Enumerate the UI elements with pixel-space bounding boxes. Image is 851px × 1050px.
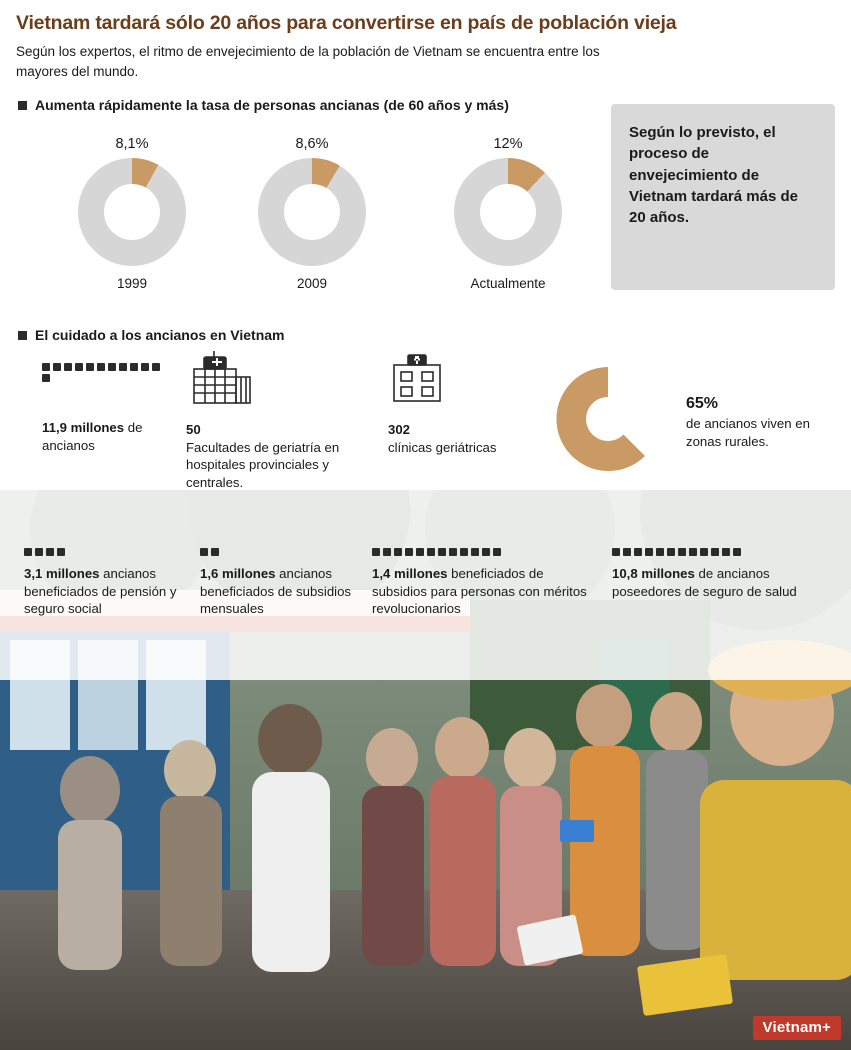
care-item-geriatric-faculties [186,351,356,491]
stat-value: 10,8 millones [612,566,695,581]
stat-desc: de ancianos poseedores de seguro de salud [612,566,797,599]
stat-text [24,565,194,618]
donut-actual-label: Actualmente [470,276,546,292]
donut-actual [418,136,598,291]
care-item-elderly-population [42,363,192,454]
donut-2009-ring [258,158,366,266]
stat-desc: ancianos beneficiados de pensión y seguro social [24,566,177,617]
callout-text: Según lo previsto, el proceso de envejecimiento de Vietnam tardará más de 20 años. [629,124,798,227]
stat-monthly-subsidies [200,548,360,618]
section-title-text: El cuidado a los ancianos en Vietnam [35,327,285,344]
rural-share-desc: de ancianos viven en zonas rurales. [686,415,810,449]
callout-box [611,104,835,290]
care-stats-row [0,351,851,501]
donut-hole [480,184,536,240]
donut-hole [284,184,340,240]
stat-revolutionary-merits [372,548,592,618]
rural-share-text [686,393,816,450]
dots-icon [200,548,330,556]
care-item-desc: clínicas geriátricas [388,439,497,455]
stat-text [372,565,592,618]
hospital-icon [186,351,356,411]
stat-text [200,565,360,618]
rural-share-chart [548,359,668,484]
care-item-desc: Facultades de geriatría en hospitales provinciales y centrales. [186,439,340,490]
care-item-text [388,421,538,456]
donut-2009 [222,136,402,291]
stat-desc: beneficiados de subsidios para personas con méritos revolucionarios [372,566,587,617]
stat-health-insurance [612,548,812,600]
stat-text [612,565,812,600]
donut-actual-ring [454,158,562,266]
care-item-geriatric-clinics [388,351,538,456]
donut-actual-value: 12% [493,136,523,153]
rural-share-value: 65% [686,395,719,413]
donut-1999 [42,136,222,291]
care-item-value: 50 [186,422,201,438]
page-subtitle: Según los expertos, el ritmo de envejecimiento de la población de Vietnam se encuentra entre los mayores del mundo. [16,44,600,79]
dots-icon [612,548,752,556]
stat-value: 1,4 millones [372,566,448,581]
donut-2009-label: 2009 [296,276,328,292]
dots-icon [24,548,154,556]
care-item-text [42,419,192,454]
donut-1999-value: 8,1% [115,136,149,153]
page-title: Vietnam tardará sólo 20 años para convertirse en país de población vieja [16,12,677,34]
dots-icon [372,548,512,556]
person-dots-icon [42,363,192,409]
stat-desc: ancianos beneficiados de subsidios mensuales [200,566,352,617]
stat-value: 3,1 millones [24,566,100,581]
care-item-value: 11,9 millones [42,420,125,436]
section-heading-elderly-care [18,326,851,345]
header [0,0,851,82]
care-item-text [186,421,356,491]
stat-pension-social-insurance [24,548,194,618]
donut-hole [104,184,160,240]
donut-1999-label: 1999 [116,276,148,292]
donut-1999-ring [78,158,186,266]
care-item-value: 302 [388,422,411,438]
square-bullet-icon [18,101,27,110]
stat-value: 1,6 millones [200,566,276,581]
clinic-icon [388,351,538,411]
brand-logo: Vietnam+ [753,1016,841,1040]
square-bullet-icon [18,331,27,340]
care-item-desc: de ancianos [42,420,143,453]
section-title-text: Aumenta rápidamente la tasa de personas ancianas (de 60 años y más) [35,96,509,113]
donut-2009-value: 8,6% [295,136,329,153]
